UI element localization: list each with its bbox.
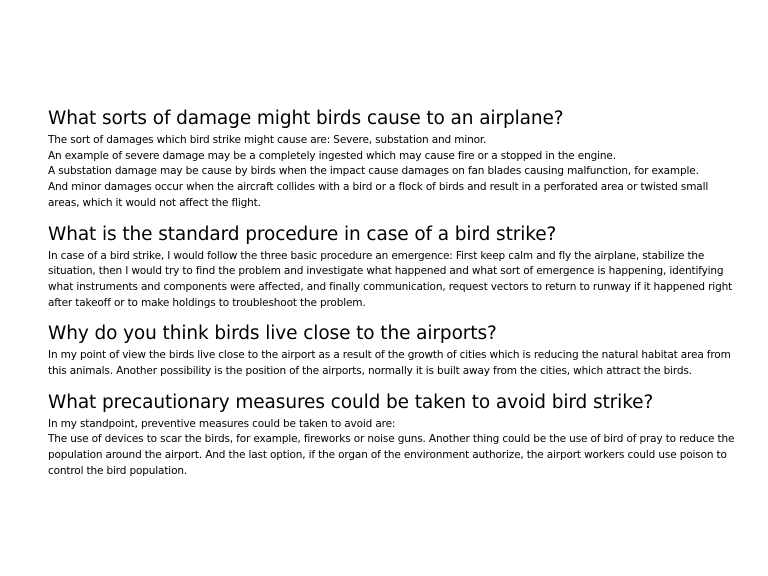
section-heading: What precautionary measures could be taken to avoid bird strike? bbox=[48, 391, 654, 413]
paragraph-line: And minor damages occur when the aircraft collides with a bird or a flock of birds and result in a perforated area or twisted small areas, which it would not affect the flight. bbox=[48, 181, 709, 209]
section-heading: What is the standard procedure in case of a bird strike? bbox=[48, 223, 557, 245]
paragraph-line: The sort of damages which bird strike might cause are: Severe, substation and minor. bbox=[48, 134, 487, 146]
section-standard-procedure bbox=[48, 223, 738, 312]
paragraph-line: In my standpoint, preventive measures could be taken to avoid are: bbox=[48, 417, 396, 430]
paragraph-line: A substation damage may be cause by birds when the impact cause damages on fan blades causing malfunction, for example. bbox=[48, 165, 699, 178]
section-heading: What sorts of damage might birds cause to an airplane? bbox=[48, 108, 564, 129]
section-birds-near-airports bbox=[48, 322, 738, 379]
section-heading: Why do you think birds live close to the airports? bbox=[48, 323, 497, 345]
section-precautionary-measures bbox=[48, 391, 738, 480]
paragraph-line: In my point of view the birds live close to the airport as a result of the growth of cities which is reducing the natural habitat area from this animals. Another possibility is the position of the airports, normally it is built away from the cities, which attract the birds. bbox=[48, 349, 731, 378]
section-bird-damage bbox=[48, 107, 738, 212]
document-page bbox=[48, 107, 738, 491]
paragraph-line: The use of devices to scar the birds, for example, fireworks or noise guns. Another thing could be the use of bird of pray to reduce the population around the airport. And the last option, if the organ of the environment authorize, the airport workers could use poison to control the bird population. bbox=[48, 433, 735, 477]
paragraph-line: In case of a bird strike, I would follow the three basic procedure an emergence: First keep calm and fly the airplane, stabilize the situation, then I would try to find the problem and investigate what happened and what sort of emergence is happening, identifying what instruments and components were affected, and finally communication, request vectors to return to runway if it happened right after takeoff or to make holdings to troubleshoot the problem. bbox=[48, 249, 733, 309]
paragraph-line: An example of severe damage may be a completely ingested which may cause fire or a stopped in the engine. bbox=[48, 149, 616, 162]
